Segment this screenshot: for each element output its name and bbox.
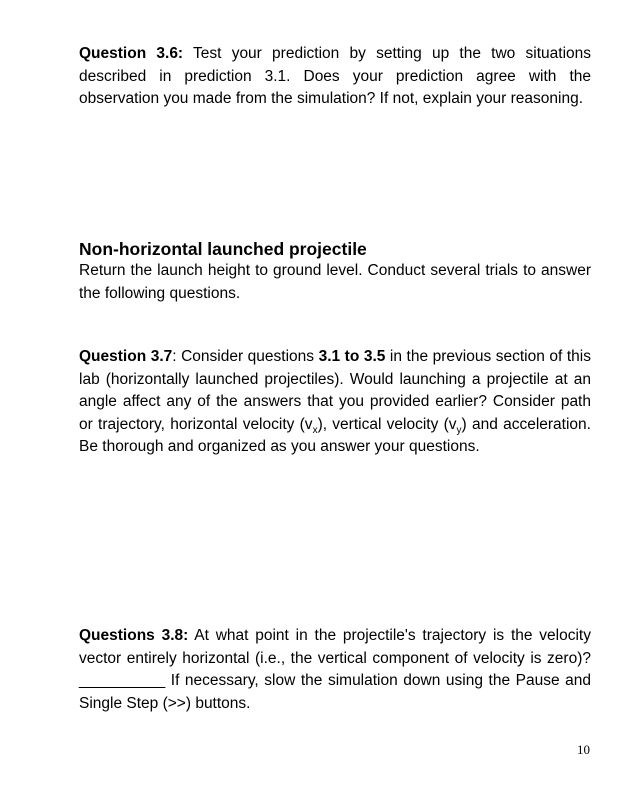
subscript-y: y — [456, 424, 462, 436]
section-intro: Return the launch height to ground level. Conduct several trials to answer the following questions. — [79, 262, 591, 302]
question-3-7-text-b: in the previous section of this lab (horizontally launched projectiles). Would launching a projectile at an angle affect any of the answers that you provided earlier? Consider path or trajectory, horizontal velocity (v — [79, 348, 591, 433]
question-3-8-label: Questions 3.8: — [79, 627, 189, 644]
question-3-7-label: Question 3.7 — [79, 348, 173, 365]
section-heading: Non-horizontal launched projectile — [79, 239, 367, 259]
question-3-6-text: Test your prediction by setting up the two situations described in prediction 3.1. Does your prediction agree with the observation you made from the simulation? If not, explain your reasoning. — [79, 45, 591, 107]
page-number: 10 — [577, 742, 590, 757]
question-3-6 — [79, 43, 591, 111]
question-3-8 — [79, 625, 591, 715]
question-3-7-text-c: ), vertical velocity (v — [317, 415, 457, 433]
question-3-7 — [79, 346, 591, 459]
question-3-7-bold-ref: 3.1 to 3.5 — [318, 348, 386, 365]
question-3-6-label: Question 3.6: — [79, 45, 184, 62]
question-3-7-text-a: : Consider questions — [172, 348, 319, 365]
question-3-7-text-d: ) and acceleration. Be thorough and organized as you answer your questions. — [79, 415, 591, 455]
subscript-x: x — [312, 424, 318, 436]
question-3-8-text: At what point in the projectile's trajectory is the velocity vector entirely horizontal (i.e., the vertical component of velocity is zero)? __________ If necessary, slow the simulation down using the Pause and Single Step (>>) buttons. — [79, 627, 591, 712]
